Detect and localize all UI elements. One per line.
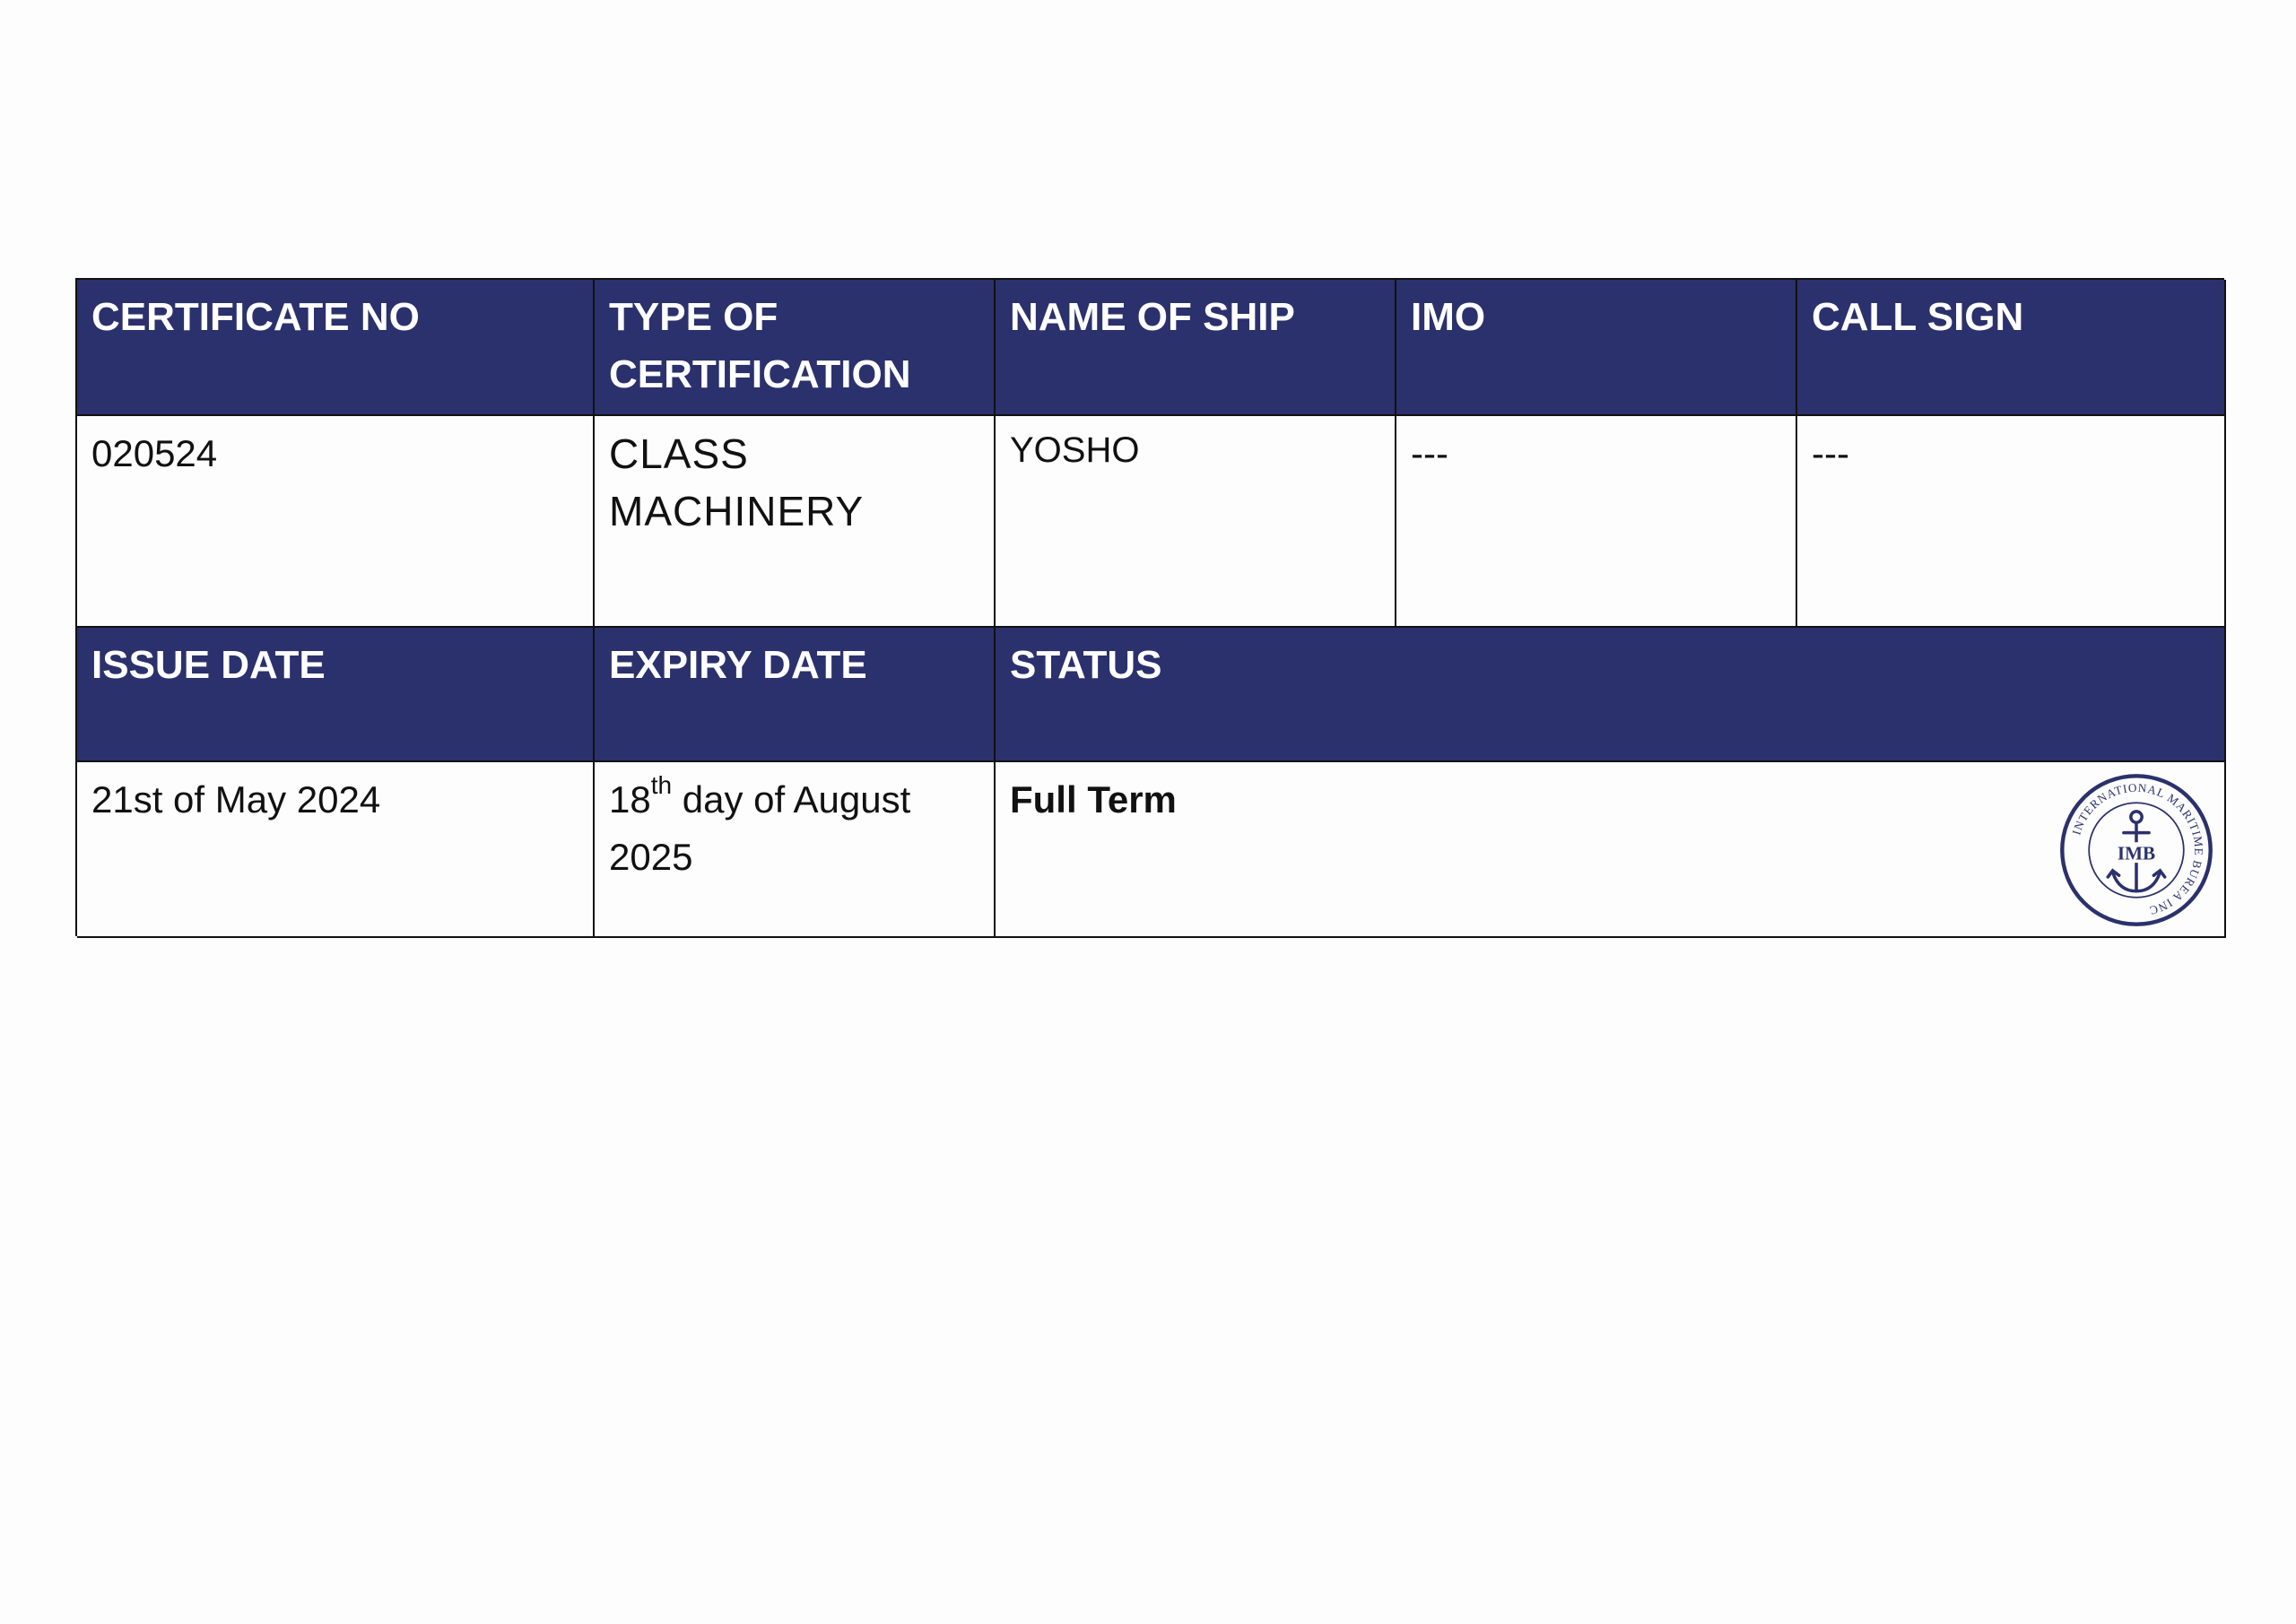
value-name-of-ship bbox=[996, 416, 1396, 628]
seal-ring-text: INTERNATIONAL MARITIME BUREA INC bbox=[2069, 780, 2206, 918]
type-value-line1: CLASS bbox=[609, 430, 749, 477]
header-type-line1: TYPE OF bbox=[609, 295, 778, 339]
header-status bbox=[996, 628, 2226, 762]
header-type-of-certification bbox=[595, 280, 996, 416]
header-certificate-no-label: CERTIFICATE NO bbox=[91, 295, 420, 339]
value-call-sign bbox=[1797, 416, 2226, 628]
certificate-table bbox=[75, 278, 2224, 936]
header-expiry-date-label: EXPIRY DATE bbox=[609, 643, 867, 687]
expiry-day-suffix: th bbox=[650, 771, 673, 799]
value-expiry-date bbox=[595, 762, 996, 938]
header-call-sign-label: CALL SIGN bbox=[1812, 295, 2024, 339]
value-issue-date bbox=[77, 762, 595, 938]
expiry-year: 2025 bbox=[609, 836, 693, 878]
header-call-sign bbox=[1797, 280, 2226, 416]
seal-center-text: IMB bbox=[2117, 842, 2156, 864]
header-imo-label: IMO bbox=[1411, 295, 1486, 339]
issue-date-value: 21st of May 2024 bbox=[91, 778, 381, 821]
expiry-day: 18 bbox=[609, 778, 651, 821]
expiry-rest: day of August bbox=[672, 778, 911, 821]
status-value: Full Term bbox=[1010, 778, 1177, 821]
value-certificate-no bbox=[77, 416, 595, 628]
header-expiry-date bbox=[595, 628, 996, 762]
imo-value: --- bbox=[1411, 432, 1448, 474]
header-imo bbox=[1396, 280, 1797, 416]
certificate-no-value: 020524 bbox=[91, 432, 218, 474]
value-imo bbox=[1396, 416, 1797, 628]
header-name-of-ship bbox=[996, 280, 1396, 416]
imb-seal-stamp bbox=[2057, 771, 2215, 929]
header-issue-date bbox=[77, 628, 595, 762]
expiry-date-line1 bbox=[609, 771, 979, 829]
header-issue-date-label: ISSUE DATE bbox=[91, 643, 326, 687]
header-name-of-ship-label: NAME OF SHIP bbox=[1010, 295, 1295, 339]
type-value-line2: MACHINERY bbox=[609, 488, 865, 534]
header-certificate-no bbox=[77, 280, 595, 416]
value-status bbox=[996, 762, 2226, 938]
header-type-line2: CERTIFICATION bbox=[609, 352, 911, 396]
ship-name-value: YOSHO bbox=[1010, 430, 1140, 470]
call-sign-value: --- bbox=[1812, 432, 1849, 474]
value-type-of-certification bbox=[595, 416, 996, 628]
header-status-label: STATUS bbox=[1010, 643, 1162, 687]
